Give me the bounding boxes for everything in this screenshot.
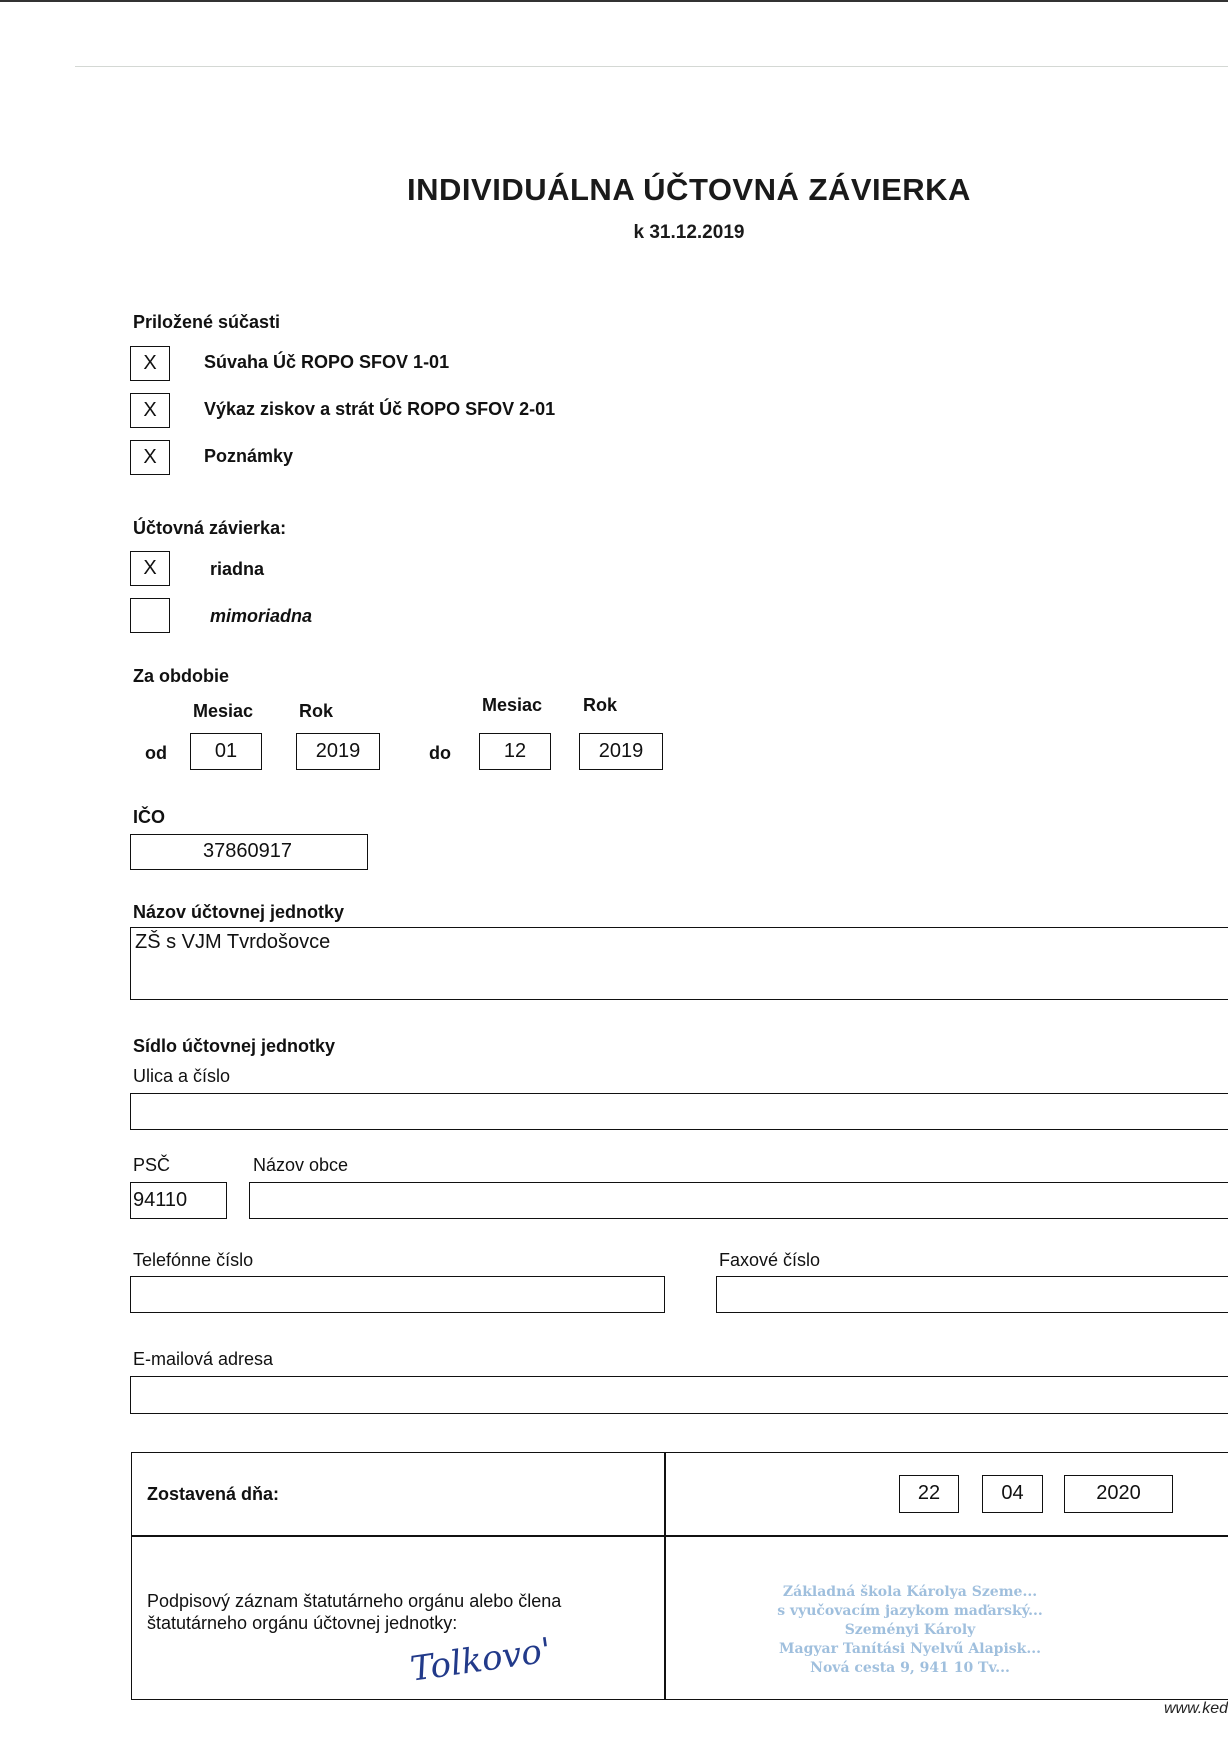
street-field[interactable] [130, 1093, 1228, 1130]
compiled-month-field[interactable]: 04 [982, 1475, 1043, 1513]
closing-regular-label: riadna [210, 559, 265, 579]
stamp-line-4: Magyar Tanítási Nyelvű Alapisk... [779, 1641, 1041, 1657]
period-to-year-field[interactable]: 2019 [579, 733, 663, 770]
closing-regular-checkbox[interactable]: X [130, 551, 170, 586]
attachments-heading: Priložené súčasti [133, 312, 281, 332]
period-to-month-label: Mesiac [482, 695, 543, 715]
compiled-label: Zostavená dňa: [147, 1484, 280, 1504]
email-field[interactable] [130, 1376, 1228, 1414]
fax-label: Faxové číslo [719, 1250, 821, 1270]
signature-table-row-divider [131, 1535, 1228, 1537]
psc-field[interactable]: 94110 [130, 1182, 227, 1219]
handwritten-signature: Tolkovo' [407, 1630, 554, 1690]
signature-label-line2: štatutárneho orgánu účtovnej jednotky: [147, 1613, 458, 1633]
stamp-line-5: Nová cesta 9, 941 10 Tv... [810, 1660, 1010, 1676]
fax-field[interactable] [716, 1276, 1228, 1313]
ico-label: IČO [133, 807, 166, 827]
period-from-label: od [145, 743, 167, 763]
attachment-checkbox-income[interactable]: X [130, 393, 170, 428]
closing-extraordinary-checkbox[interactable] [130, 598, 170, 633]
street-label: Ulica a číslo [133, 1066, 231, 1086]
email-label: E-mailová adresa [133, 1349, 274, 1369]
phone-field[interactable] [130, 1276, 665, 1313]
school-stamp [760, 1583, 1060, 1678]
attachment-label-notes: Poznámky [204, 446, 294, 466]
city-field[interactable] [249, 1182, 1228, 1219]
period-from-month-field[interactable]: 01 [190, 733, 262, 770]
period-heading: Za obdobie [133, 666, 229, 686]
attachment-label-balance: Súvaha Úč ROPO SFOV 1-01 [204, 352, 450, 372]
attachment-checkbox-notes[interactable]: X [130, 440, 170, 475]
stamp-line-3: Szeményi Károly [844, 1622, 976, 1638]
entity-name-label: Názov účtovnej jednotky [133, 902, 345, 922]
period-from-year-field[interactable]: 2019 [296, 733, 380, 770]
period-from-month-label: Mesiac [193, 701, 254, 721]
period-to-year-label: Rok [583, 695, 618, 715]
stamp-line-2: s vyučovacím jazykom maďarský... [777, 1603, 1043, 1619]
period-to-month-field[interactable]: 12 [479, 733, 551, 770]
ico-field[interactable]: 37860917 [130, 834, 368, 870]
stamp-line-1: Základná škola Károlya Szeme... [782, 1584, 1038, 1600]
scan-top-edge [0, 0, 1228, 2]
attachment-label-income: Výkaz ziskov a strát Úč ROPO SFOV 2-01 [204, 399, 556, 419]
entity-name-field[interactable]: ZŠ s VJM Tvrdošovce [130, 927, 1228, 1000]
signature-label-line1: Podpisový záznam štatutárneho orgánu alebo člena [147, 1591, 562, 1611]
seat-heading: Sídlo účtovnej jednotky [133, 1036, 336, 1056]
signature-table-divider [664, 1452, 666, 1700]
header-rule [75, 66, 1228, 67]
city-label: Názov obce [253, 1155, 349, 1175]
closing-extraordinary-label: mimoriadna [210, 606, 313, 626]
period-from-year-label: Rok [299, 701, 334, 721]
closing-type-heading: Účtovná závierka: [133, 518, 287, 538]
compiled-day-field[interactable]: 22 [899, 1475, 959, 1513]
period-to-label: do [429, 743, 451, 763]
document-title: INDIVIDUÁLNA ÚČTOVNÁ ZÁVIERKA [407, 172, 971, 207]
document-date: k 31.12.2019 [633, 222, 745, 243]
phone-label: Telefónne číslo [133, 1250, 254, 1270]
psc-label: PSČ [133, 1155, 171, 1175]
footer-website: www.ked [1163, 1700, 1228, 1717]
compiled-year-field[interactable]: 2020 [1064, 1475, 1173, 1513]
attachment-checkbox-balance[interactable]: X [130, 346, 170, 381]
